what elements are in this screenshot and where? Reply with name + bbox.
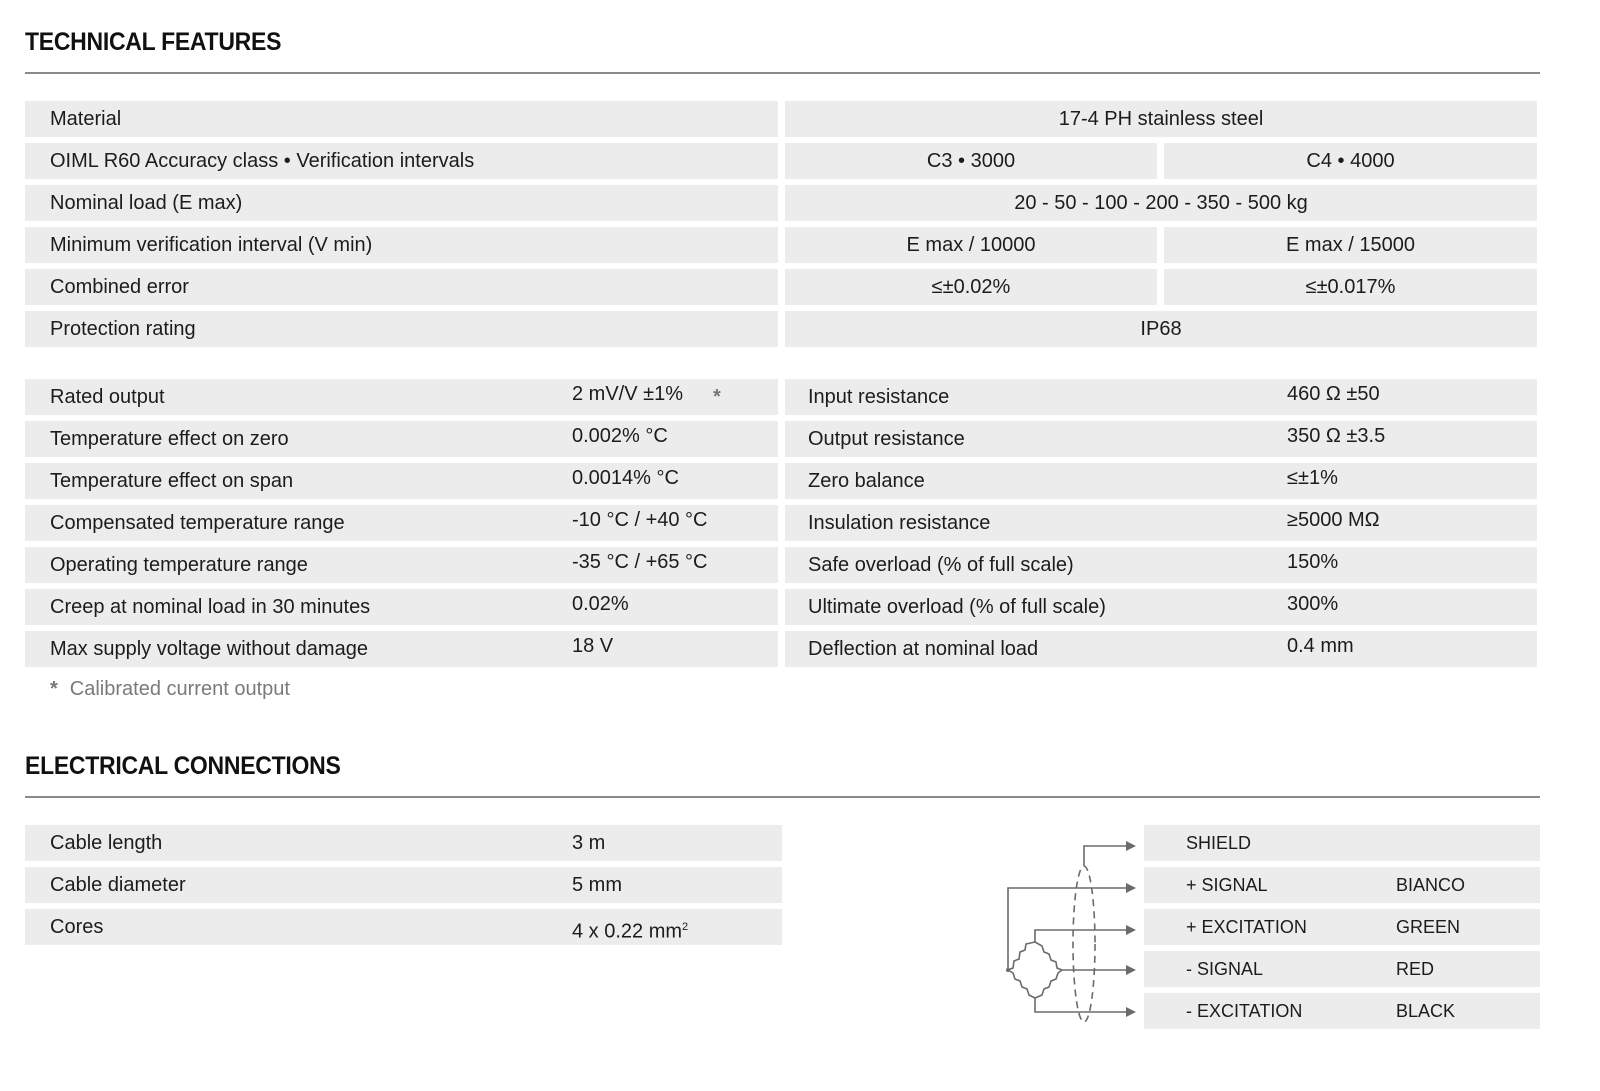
spec-value: ≥5000 MΩ — [1287, 509, 1380, 531]
spec-label: Input resistance — [808, 386, 950, 408]
spec-row-input-resistance — [785, 379, 1537, 415]
section-title-electrical-connections: ELECTRICAL CONNECTIONS — [25, 752, 341, 780]
cable-value — [572, 909, 688, 950]
spec-label: Temperature effect on span — [50, 470, 294, 492]
spec-label: Compensated temperature range — [50, 512, 345, 534]
spec-label-min-interval: Minimum verification interval (V min) — [25, 227, 778, 263]
asterisk-marker: * — [50, 678, 58, 700]
spec-label-accuracy: OIML R60 Accuracy class • Verification intervals — [25, 143, 778, 179]
spec-value-combined-error-c4: ≤±0.017% — [1164, 269, 1537, 305]
spec-row-creep — [25, 589, 778, 625]
cable-row-length — [25, 825, 782, 861]
wire-color: BIANCO — [1396, 875, 1466, 895]
cable-value: 5 mm — [572, 874, 622, 896]
section-divider — [25, 796, 1540, 798]
cores-superscript: 2 — [682, 921, 689, 933]
spec-value-protection: IP68 — [785, 311, 1537, 347]
spec-label: Output resistance — [808, 428, 965, 450]
spec-label: Temperature effect on zero — [50, 428, 289, 450]
spec-row-zero-balance — [785, 463, 1537, 499]
cable-label: Cores — [50, 916, 104, 938]
spec-row-deflection — [785, 631, 1537, 667]
spec-value-accuracy-c3: C3 • 3000 — [785, 143, 1157, 179]
spec-row-ultimate-overload — [785, 589, 1537, 625]
spec-value: 150% — [1287, 551, 1339, 573]
spec-value-nominal-load: 20 - 50 - 100 - 200 - 350 - 500 kg — [785, 185, 1537, 221]
wire-color: BLACK — [1396, 1001, 1456, 1021]
spec-value: -35 °C / +65 °C — [572, 551, 708, 573]
spec-value: 0.0014% °C — [572, 467, 679, 489]
spec-row-insulation-resistance — [785, 505, 1537, 541]
spec-value-combined-error-c3: ≤±0.02% — [785, 269, 1157, 305]
spec-label-combined-error: Combined error — [25, 269, 778, 305]
spec-label: Rated output — [50, 386, 165, 408]
arrow-excitation-plus-icon — [1126, 925, 1136, 935]
cable-shield-ellipse — [1073, 866, 1095, 1022]
section-divider — [25, 72, 1540, 74]
arrow-shield-icon — [1126, 841, 1136, 851]
cable-label: Cable diameter — [50, 874, 186, 896]
footnote-text: Calibrated current output — [69, 678, 290, 700]
wire-row-signal-minus — [1144, 951, 1540, 987]
spec-label-protection: Protection rating — [25, 311, 778, 347]
spec-row-operating-range — [25, 547, 778, 583]
spec-row-temp-effect-span — [25, 463, 778, 499]
spec-value-min-interval-c4: E max / 15000 — [1164, 227, 1537, 263]
bridge-arm-bottom-left — [1008, 970, 1035, 998]
spec-value: -10 °C / +40 °C — [572, 509, 708, 531]
spec-value: 460 Ω ±50 — [1287, 383, 1380, 405]
spec-label: Max supply voltage without damage — [50, 638, 368, 660]
cores-value-text: 4 x 0.22 mm — [572, 920, 683, 943]
shield-wire — [1084, 846, 1128, 866]
spec-row-safe-overload — [785, 547, 1537, 583]
spec-row-compensated-range — [25, 505, 778, 541]
spec-label: Zero balance — [808, 470, 925, 492]
bridge-arm-top-right — [1035, 942, 1062, 970]
spec-label-material: Material — [25, 101, 778, 137]
spec-label: Creep at nominal load in 30 minutes — [50, 596, 371, 618]
spec-value: 2 mV/V ±1% — [572, 383, 684, 405]
arrow-excitation-minus-icon — [1126, 1007, 1136, 1017]
wire-color: RED — [1396, 959, 1435, 979]
cable-value: 3 m — [572, 832, 606, 854]
spec-row-rated-output — [25, 379, 778, 415]
spec-value: 18 V — [572, 635, 614, 657]
wire-row-excitation-plus — [1144, 909, 1540, 945]
spec-value-material: 17-4 PH stainless steel — [785, 101, 1537, 137]
excitation-minus-wire — [1035, 998, 1128, 1012]
spec-label: Insulation resistance — [808, 512, 991, 534]
spec-value: 0.02% — [572, 593, 629, 615]
spec-row-temp-effect-zero — [25, 421, 778, 457]
spec-label: Safe overload (% of full scale) — [808, 554, 1074, 576]
wire-name: - EXCITATION — [1186, 1001, 1303, 1021]
bridge-arm-bottom-right — [1035, 970, 1062, 998]
footnote — [50, 678, 290, 701]
wire-row-shield — [1144, 825, 1540, 861]
spec-label: Deflection at nominal load — [808, 638, 1039, 660]
section-title-technical-features: TECHNICAL FEATURES — [25, 28, 282, 56]
spec-row-max-supply — [25, 631, 778, 667]
spec-label: Ultimate overload (% of full scale) — [808, 596, 1106, 618]
spec-label: Operating temperature range — [50, 554, 308, 576]
spec-value: 350 Ω ±3.5 — [1287, 425, 1386, 447]
wire-name: + SIGNAL — [1186, 875, 1268, 895]
wire-row-excitation-minus — [1144, 993, 1540, 1029]
spec-value-accuracy-c4: C4 • 4000 — [1164, 143, 1537, 179]
spec-value-min-interval-c3: E max / 10000 — [785, 227, 1157, 263]
wire-name: SHIELD — [1186, 833, 1252, 853]
wire-name: - SIGNAL — [1186, 959, 1264, 979]
wire-name: + EXCITATION — [1186, 917, 1307, 937]
signal-plus-wire — [1008, 888, 1128, 970]
asterisk-marker: * — [713, 386, 721, 408]
spec-value: ≤±1% — [1287, 467, 1338, 489]
arrow-signal-minus-icon — [1126, 965, 1136, 975]
wiring-diagram — [1000, 830, 1140, 1030]
spec-value: 300% — [1287, 593, 1339, 615]
arrow-signal-plus-icon — [1126, 883, 1136, 893]
wire-row-signal-plus — [1144, 867, 1540, 903]
bridge-arm-top-left — [1008, 942, 1035, 970]
excitation-plus-wire — [1035, 930, 1128, 942]
wire-color: GREEN — [1396, 917, 1461, 937]
spec-row-output-resistance — [785, 421, 1537, 457]
cable-row-cores — [25, 909, 782, 945]
cable-label: Cable length — [50, 832, 163, 854]
spec-value: 0.002% °C — [572, 425, 668, 447]
spec-label-nominal-load: Nominal load (E max) — [25, 185, 778, 221]
spec-value: 0.4 mm — [1287, 635, 1354, 657]
bridge-node — [1006, 968, 1010, 972]
cable-row-diameter — [25, 867, 782, 903]
